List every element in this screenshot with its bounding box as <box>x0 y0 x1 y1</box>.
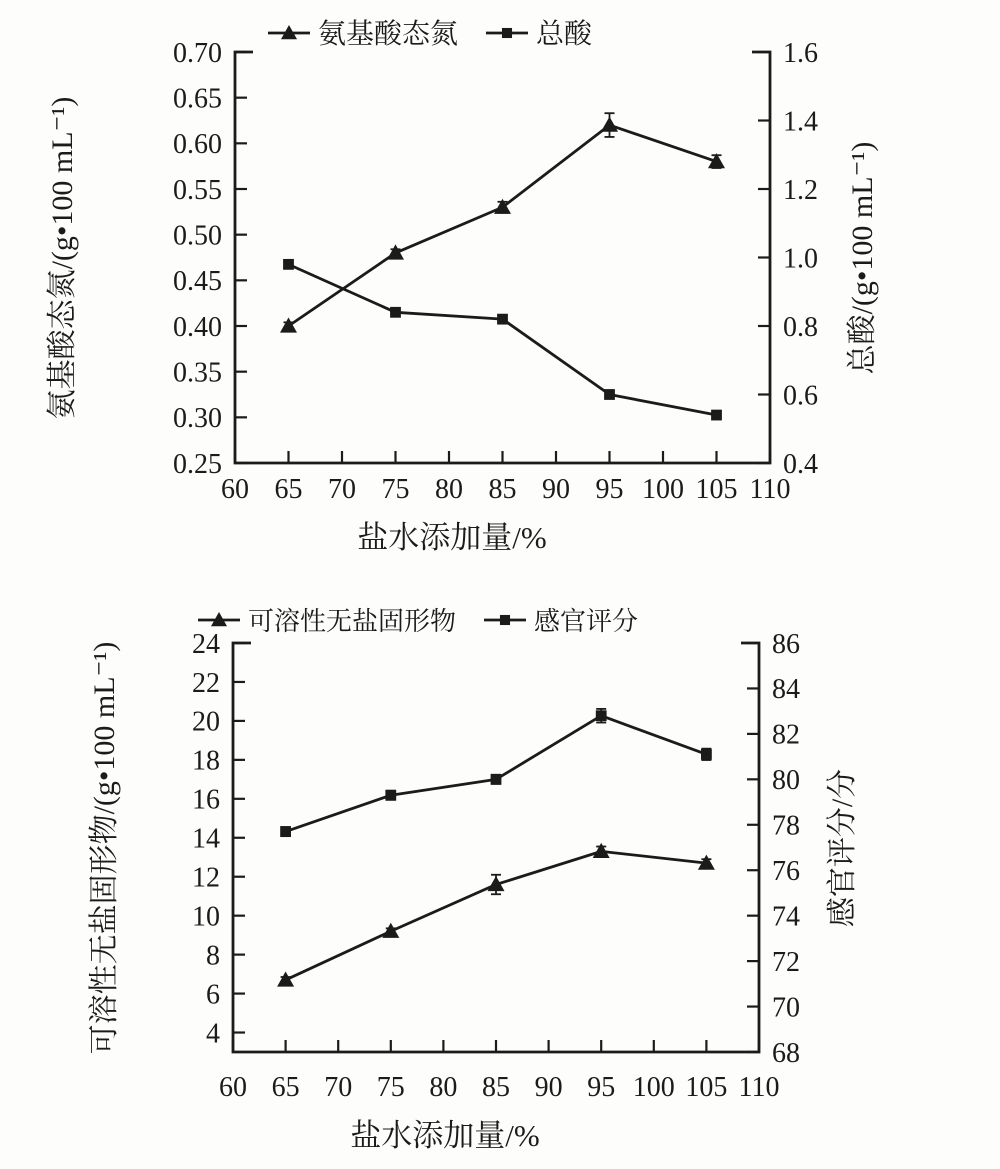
right-tick-label: 1.2 <box>783 174 818 206</box>
x-tick-label: 90 <box>542 474 570 505</box>
plot-frame <box>233 643 759 1052</box>
chart1-x-axis-title: 盐水添加量/% <box>357 520 547 555</box>
triangle-marker <box>277 971 294 986</box>
series-line <box>289 264 717 415</box>
chart2-plot-area <box>192 607 800 1103</box>
x-axis <box>219 1040 779 1103</box>
legend-label-amino-acid-nitrogen: 氨基酸态氮 <box>318 19 459 50</box>
x-tick-label: 75 <box>381 474 410 505</box>
right-tick-label: 0.4 <box>783 448 818 480</box>
square-marker <box>280 826 291 837</box>
square-marker <box>385 790 396 801</box>
series-soluble-saltfree-solids <box>277 843 715 987</box>
x-tick-label: 60 <box>221 474 249 505</box>
right-tick-label: 80 <box>772 765 800 797</box>
triangle-marker <box>382 923 399 938</box>
x-axis <box>221 451 790 505</box>
x-tick-label: 70 <box>324 1072 353 1103</box>
left-axis <box>192 629 245 1050</box>
series-amino-acid-nitrogen <box>280 113 725 332</box>
legend-label-sensory-score: 感官评分 <box>534 607 639 636</box>
right-tick-label: 0.8 <box>783 311 818 343</box>
x-tick-label: 95 <box>587 1072 616 1103</box>
legend <box>198 607 638 636</box>
left-tick-label: 4 <box>206 1018 220 1050</box>
square-marker <box>596 710 607 721</box>
x-tick-label: 105 <box>695 474 738 505</box>
square-marker <box>711 410 722 421</box>
x-tick-label: 75 <box>376 1072 405 1103</box>
right-tick-label: 72 <box>772 946 800 978</box>
triangle-marker <box>593 843 610 858</box>
chart1-plot-area <box>173 18 818 505</box>
left-tick-label: 0.60 <box>173 129 222 161</box>
x-tick-label: 95 <box>595 474 624 505</box>
right-tick-label: 70 <box>772 992 800 1024</box>
left-tick-label: 14 <box>192 823 220 855</box>
chart2-x-axis-title: 盐水添加量/% <box>350 1118 540 1153</box>
series-line <box>286 851 707 980</box>
x-tick-label: 85 <box>488 474 517 505</box>
left-tick-label: 24 <box>192 628 220 660</box>
right-tick-label: 86 <box>772 628 800 660</box>
legend-label-soluble-saltfree-solids: 可溶性无盐固形物 <box>248 607 457 636</box>
chart2-right-axis-title: 感官评分/分 <box>826 768 859 928</box>
x-tick-label: 80 <box>429 1072 458 1103</box>
right-tick-label: 76 <box>772 856 800 888</box>
square-marker <box>283 259 294 270</box>
square-marker <box>500 615 510 625</box>
left-tick-label: 8 <box>206 940 220 972</box>
left-tick-label: 0.40 <box>173 311 222 343</box>
square-marker <box>491 774 502 785</box>
x-tick-label: 65 <box>274 474 303 505</box>
left-tick-label: 10 <box>192 901 220 933</box>
right-tick-label: 74 <box>772 901 800 933</box>
x-tick-label: 100 <box>642 474 684 505</box>
right-tick-label: 68 <box>772 1037 800 1069</box>
legend <box>268 18 593 50</box>
series-sensory-score <box>280 709 712 837</box>
right-tick-label: 1.6 <box>783 37 818 69</box>
right-axis <box>758 38 818 480</box>
right-tick-label: 0.6 <box>783 380 818 412</box>
x-tick-label: 60 <box>219 1072 247 1103</box>
square-marker <box>701 749 712 760</box>
x-tick-label: 105 <box>685 1072 728 1103</box>
x-tick-label: 110 <box>749 474 791 505</box>
x-tick-label: 70 <box>328 474 356 505</box>
left-tick-label: 0.55 <box>173 174 222 206</box>
right-tick-label: 78 <box>772 810 800 842</box>
left-tick-label: 22 <box>192 667 220 699</box>
left-tick-label: 0.45 <box>173 266 222 298</box>
legend-label-total-acid: 总酸 <box>536 19 593 50</box>
triangle-marker <box>387 244 404 259</box>
series-line <box>286 716 707 832</box>
square-marker <box>502 28 512 38</box>
chart-soluble-solids-and-sensory-score <box>0 585 1000 1169</box>
x-tick-label: 80 <box>435 474 463 505</box>
left-tick-label: 0.50 <box>173 220 222 252</box>
right-axis <box>747 629 800 1069</box>
square-marker <box>497 314 508 325</box>
right-tick-label: 1.4 <box>783 106 818 138</box>
left-tick-label: 0.30 <box>173 403 222 435</box>
square-marker <box>604 389 615 400</box>
right-tick-label: 84 <box>772 674 800 706</box>
x-tick-label: 90 <box>534 1072 563 1103</box>
left-tick-label: 0.25 <box>173 448 222 480</box>
right-tick-label: 1.0 <box>783 243 818 275</box>
left-tick-label: 12 <box>192 862 220 894</box>
left-tick-label: 0.70 <box>173 37 222 69</box>
chart2-left-axis-title: 可溶性无盐固形物/(g•100 mL⁻¹) <box>88 641 121 1055</box>
left-tick-label: 6 <box>206 979 220 1011</box>
series-line <box>289 125 717 326</box>
left-tick-label: 0.65 <box>173 83 222 115</box>
left-tick-label: 16 <box>192 784 220 816</box>
x-tick-label: 65 <box>271 1072 300 1103</box>
x-tick-label: 85 <box>482 1072 510 1103</box>
x-tick-label: 100 <box>632 1072 675 1103</box>
left-tick-label: 20 <box>192 706 220 738</box>
triangle-marker <box>601 117 618 132</box>
x-tick-label: 110 <box>738 1072 780 1103</box>
left-tick-label: 0.35 <box>173 357 222 389</box>
triangle-marker <box>280 318 297 333</box>
right-tick-label: 82 <box>772 719 800 751</box>
plot-frame <box>235 52 770 463</box>
left-tick-label: 18 <box>192 745 220 777</box>
chart1-left-axis-title: 氨基酸态氮/(g•100 mL⁻¹) <box>46 96 79 420</box>
square-marker <box>390 307 401 318</box>
chart1-right-axis-title: 总酸/(g•100 mL⁻¹) <box>846 141 879 375</box>
